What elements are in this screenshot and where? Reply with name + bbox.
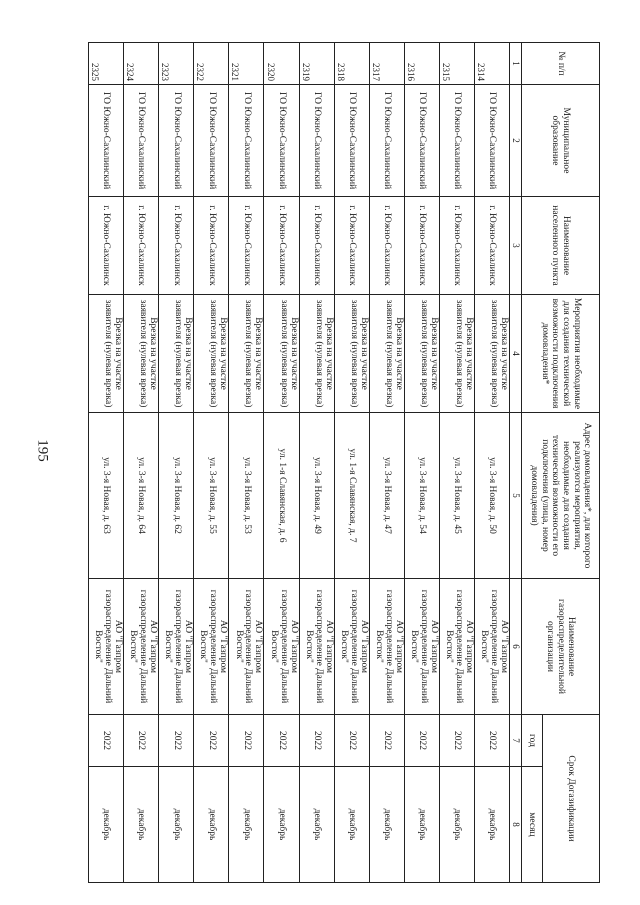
year-cell: 2022 [439, 715, 474, 767]
row-number: 2317 [369, 43, 404, 85]
table-row [124, 43, 159, 883]
month-cell: декабрь [439, 767, 474, 883]
org-cell: АО "Газпром газораспределение Дальний Восток" [159, 579, 194, 715]
settlement-cell: г. Южно-Сахалинск [474, 197, 509, 295]
year-cell: 2022 [474, 715, 509, 767]
month-cell: декабрь [124, 767, 159, 883]
municipality-cell: ГО Южно-Сахалинский [89, 85, 124, 197]
month-cell: декабрь [159, 767, 194, 883]
org-cell: АО "Газпром газораспределение Дальний Восток" [124, 579, 159, 715]
month-cell: декабрь [474, 767, 509, 883]
address-cell: ул. 3-я Новая, д. 49 [299, 413, 334, 579]
column-index: 1 [510, 43, 522, 85]
settlement-cell: г. Южно-Сахалинск [159, 197, 194, 295]
settlement-cell: г. Южно-Сахалинск [369, 197, 404, 295]
org-cell: АО "Газпром газораспределение Дальний Восток" [194, 579, 229, 715]
row-number: 2319 [299, 43, 334, 85]
municipality-cell: ГО Южно-Сахалинский [474, 85, 509, 197]
row-number: 2325 [89, 43, 124, 85]
row-number: 2322 [194, 43, 229, 85]
month-cell: декабрь [229, 767, 264, 883]
measures-cell: Врезка на участке заявителя (нулевая врезка) [439, 295, 474, 413]
settlement-cell: г. Южно-Сахалинск [124, 197, 159, 295]
month-cell: декабрь [404, 767, 439, 883]
table-row [334, 43, 369, 883]
settlement-cell: г. Южно-Сахалинск [264, 197, 299, 295]
row-number: 2321 [229, 43, 264, 85]
municipality-cell: ГО Южно-Сахалинский [264, 85, 299, 197]
address-cell: ул. 3-я Новая, д. 47 [369, 413, 404, 579]
month-cell: декабрь [369, 767, 404, 883]
table-row [194, 43, 229, 883]
year-cell: 2022 [264, 715, 299, 767]
org-cell: АО "Газпром газораспределение Дальний Восток" [299, 579, 334, 715]
measures-cell: Врезка на участке заявителя (нулевая врезка) [474, 295, 509, 413]
measures-cell: Врезка на участке заявителя (нулевая врезка) [124, 295, 159, 413]
settlement-cell: г. Южно-Сахалинск [404, 197, 439, 295]
org-cell: АО "Газпром газораспределение Дальний Восток" [334, 579, 369, 715]
measures-cell: Врезка на участке заявителя (нулевая врезка) [194, 295, 229, 413]
header-year: год [522, 715, 543, 767]
settlement-cell: г. Южно-Сахалинск [439, 197, 474, 295]
municipality-cell: ГО Южно-Сахалинский [124, 85, 159, 197]
row-number: 2320 [264, 43, 299, 85]
header-measures: Мероприятия необходимые для создания технической возможности подключения домовладения* [522, 295, 600, 413]
column-index: 3 [510, 197, 522, 295]
settlement-cell: г. Южно-Сахалинск [194, 197, 229, 295]
header-num: № п/п [522, 43, 600, 85]
row-number: 2324 [124, 43, 159, 85]
measures-cell: Врезка на участке заявителя (нулевая врезка) [229, 295, 264, 413]
column-index: 4 [510, 295, 522, 413]
settlement-cell: г. Южно-Сахалинск [89, 197, 124, 295]
table-row [89, 43, 124, 883]
address-cell: ул. 3-я Новая, д. 50 [474, 413, 509, 579]
column-index: 2 [510, 85, 522, 197]
page-number: 195 [34, 439, 51, 462]
month-cell: декабрь [194, 767, 229, 883]
header-settlement: Наименование населенного пункта [522, 197, 600, 295]
municipality-cell: ГО Южно-Сахалинский [404, 85, 439, 197]
header-deadline: Срок Догазификации [543, 715, 600, 883]
org-cell: АО "Газпром газораспределение Дальний Восток" [474, 579, 509, 715]
header-month: месяц [522, 767, 543, 883]
measures-cell: Врезка на участке заявителя (нулевая врезка) [404, 295, 439, 413]
month-cell: декабрь [89, 767, 124, 883]
settlement-cell: г. Южно-Сахалинск [334, 197, 369, 295]
year-cell: 2022 [194, 715, 229, 767]
org-cell: АО "Газпром газораспределение Дальний Восток" [264, 579, 299, 715]
year-cell: 2022 [299, 715, 334, 767]
table-row [404, 43, 439, 883]
table-row [439, 43, 474, 883]
table-row [369, 43, 404, 883]
year-cell: 2022 [369, 715, 404, 767]
year-cell: 2022 [124, 715, 159, 767]
address-cell: ул. 3-я Новая, д. 54 [404, 413, 439, 579]
address-cell: ул. 3-я Новая, д. 53 [229, 413, 264, 579]
municipality-cell: ГО Южно-Сахалинский [334, 85, 369, 197]
municipality-cell: ГО Южно-Сахалинский [159, 85, 194, 197]
table-row [159, 43, 194, 883]
column-index: 5 [510, 413, 522, 579]
measures-cell: Врезка на участке заявителя (нулевая врезка) [159, 295, 194, 413]
column-index: 6 [510, 579, 522, 715]
gasification-table [88, 42, 600, 883]
org-cell: АО "Газпром газораспределение Дальний Восток" [89, 579, 124, 715]
table-row [229, 43, 264, 883]
header-municipality: Муниципальное образование [522, 85, 600, 197]
municipality-cell: ГО Южно-Сахалинский [194, 85, 229, 197]
table-row [264, 43, 299, 883]
address-cell: ул. 3-я Новая, д. 63 [89, 413, 124, 579]
measures-cell: Врезка на участке заявителя (нулевая врезка) [264, 295, 299, 413]
row-number: 2315 [439, 43, 474, 85]
month-cell: декабрь [334, 767, 369, 883]
row-number: 2314 [474, 43, 509, 85]
table-row [474, 43, 509, 883]
column-index: 7 [510, 715, 522, 767]
measures-cell: Врезка на участке заявителя (нулевая врезка) [89, 295, 124, 413]
row-number: 2318 [334, 43, 369, 85]
column-index: 8 [510, 767, 522, 883]
row-number: 2323 [159, 43, 194, 85]
table-body [89, 43, 510, 883]
measures-cell: Врезка на участке заявителя (нулевая врезка) [299, 295, 334, 413]
address-cell: ул. 3-я Новая, д. 45 [439, 413, 474, 579]
address-cell: ул. 3-я Новая, д. 64 [124, 413, 159, 579]
settlement-cell: г. Южно-Сахалинск [229, 197, 264, 295]
year-cell: 2022 [229, 715, 264, 767]
org-cell: АО "Газпром газораспределение Дальний Восток" [369, 579, 404, 715]
table-row [299, 43, 334, 883]
row-number: 2316 [404, 43, 439, 85]
month-cell: декабрь [299, 767, 334, 883]
year-cell: 2022 [89, 715, 124, 767]
measures-cell: Врезка на участке заявителя (нулевая врезка) [369, 295, 404, 413]
address-cell: ул. 1-я Славянская, д. 7 [334, 413, 369, 579]
header-address: Адрес домовладения*, для которого реализуются мероприятия, необходимые для создания технической возможности его подключения (улица, номер домовладения) [522, 413, 600, 579]
municipality-cell: ГО Южно-Сахалинский [369, 85, 404, 197]
address-cell: ул. 3-я Новая, д. 55 [194, 413, 229, 579]
document-table-wrapper [88, 42, 600, 882]
year-cell: 2022 [404, 715, 439, 767]
municipality-cell: ГО Южно-Сахалинский [439, 85, 474, 197]
month-cell: декабрь [264, 767, 299, 883]
measures-cell: Врезка на участке заявителя (нулевая врезка) [334, 295, 369, 413]
municipality-cell: ГО Южно-Сахалинский [229, 85, 264, 197]
header-org: Наименование газораспределительной организации [522, 579, 600, 715]
year-cell: 2022 [159, 715, 194, 767]
org-cell: АО "Газпром газораспределение Дальний Восток" [404, 579, 439, 715]
org-cell: АО "Газпром газораспределение Дальний Восток" [439, 579, 474, 715]
address-cell: ул. 3-я Новая, д. 62 [159, 413, 194, 579]
address-cell: ул. 1-я Славянская, д. 6 [264, 413, 299, 579]
municipality-cell: ГО Южно-Сахалинский [299, 85, 334, 197]
year-cell: 2022 [334, 715, 369, 767]
settlement-cell: г. Южно-Сахалинск [299, 197, 334, 295]
org-cell: АО "Газпром газораспределение Дальний Восток" [229, 579, 264, 715]
